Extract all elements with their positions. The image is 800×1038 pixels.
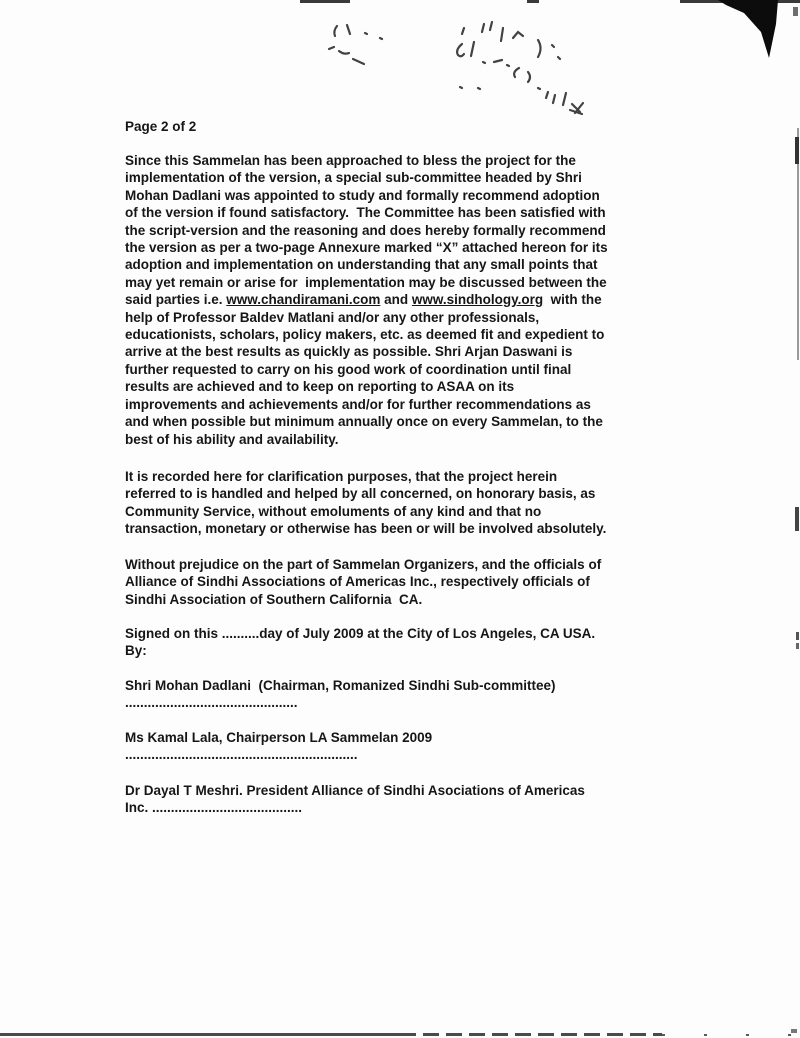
text-line: Since this Sammelan has been approached to bless the project for the: [125, 153, 576, 168]
link-chandiramani: www.chandiramani.com: [226, 292, 381, 308]
text-line: Sindhi Association of Southern California CA.: [125, 591, 423, 607]
text-line: Inc. ........................................: [125, 800, 303, 816]
link-sindhology: www.sindhology.org: [411, 292, 544, 308]
link-line-post: with the: [543, 292, 602, 308]
text-line: help of Professor Baldev Matlani and/or any other professionals,: [125, 309, 540, 325]
text-line: ..............................................: [125, 695, 298, 711]
text-line: Community Service, without emoluments of any kind and that no: [125, 503, 542, 519]
text-line: and when possible but minimum annually once on every Sammelan, to the: [125, 414, 603, 430]
text-line: improvements and achievements and/or for further recommendations as: [125, 396, 591, 412]
text-line: ..............................................................: [125, 747, 358, 763]
paragraph-resolution: [125, 152, 608, 448]
scan-edge-artifact: [795, 507, 799, 531]
signature-block-meshri: [125, 782, 585, 817]
paragraph-signed: [125, 625, 595, 660]
text-line: adoption and implementation on understanding that any small points that: [125, 257, 598, 273]
text-line: of the version if found satisfactory. The Committee has been satisfied with: [125, 205, 606, 221]
text-line: results are achieved and to keep on reporting to ASAA on its: [125, 379, 515, 395]
text-line: It is recorded here for clarification purposes, that the project herein: [125, 469, 558, 484]
signature-block-dadlani: [125, 677, 556, 712]
scan-edge-artifact: [795, 137, 799, 164]
text-line: the version as per a two-page Annexure marked “X” attached hereon for its: [125, 240, 608, 256]
link-line-pre: said parties i.e.: [125, 292, 227, 308]
text-line: Without prejudice on the part of Sammelan Organizers, and the officials of: [125, 557, 602, 572]
scan-edge-artifact: [791, 1029, 797, 1033]
text-line: Dr Dayal T Meshri. President Alliance of Sindhi Asociations of Americas: [125, 783, 585, 798]
signature-block-lala: [125, 729, 432, 764]
scan-edge-artifact: [662, 1034, 800, 1036]
text-line: arrive at the best results as quickly as possible. Shri Arjan Daswani is: [125, 344, 573, 360]
text-line: Ms Kamal Lala, Chairperson LA Sammelan 2009: [125, 730, 433, 745]
text-line: referred to is handled and helped by all concerned, on honorary basis, as: [125, 486, 596, 502]
text-line: the script-version and the reasoning and does hereby formally recommend: [125, 222, 606, 238]
text-line: further requested to carry on his good work of coordination until final: [125, 361, 572, 377]
paragraph-clarification: [125, 468, 606, 538]
text-line: educationists, scholars, policy makers, etc. as deemed fit and expedient to: [125, 327, 605, 343]
link-line-mid: and: [380, 292, 412, 308]
page-number-label: Page 2 of 2: [125, 119, 197, 134]
text-line: implementation of the version, a special sub-committee headed by Shri: [125, 170, 582, 186]
scan-corner-fold-artifact: [714, 0, 800, 64]
text-line: Alliance of Sindhi Associations of Americas Inc., respectively officials of: [125, 574, 590, 590]
scan-edge-artifact: [0, 1033, 400, 1036]
handwritten-annotation: [320, 10, 600, 130]
text-line: Signed on this ..........day of July 2009 at the City of Los Angeles, CA USA.: [125, 626, 596, 641]
scan-edge-artifact: [400, 1033, 662, 1036]
text-line: transaction, monetary or otherwise has been or will be involved absolutely.: [125, 521, 607, 537]
text-line: Shri Mohan Dadlani (Chairman, Romanized Sindhi Sub-committee): [125, 678, 556, 693]
text-line: By:: [125, 643, 147, 659]
text-line: may yet remain or arise for implementation may be discussed between the: [125, 274, 607, 290]
scan-edge-artifact: [796, 632, 799, 640]
text-line: Mohan Dadlani was appointed to study and formally recommend adoption: [125, 187, 600, 203]
text-line: best of his ability and availability.: [125, 431, 339, 447]
scan-edge-artifact: [527, 0, 539, 3]
paragraph-without-prejudice: [125, 556, 601, 608]
link-line: [125, 291, 608, 308]
scan-edge-artifact: [796, 643, 799, 649]
scan-edge-artifact: [300, 0, 350, 3]
